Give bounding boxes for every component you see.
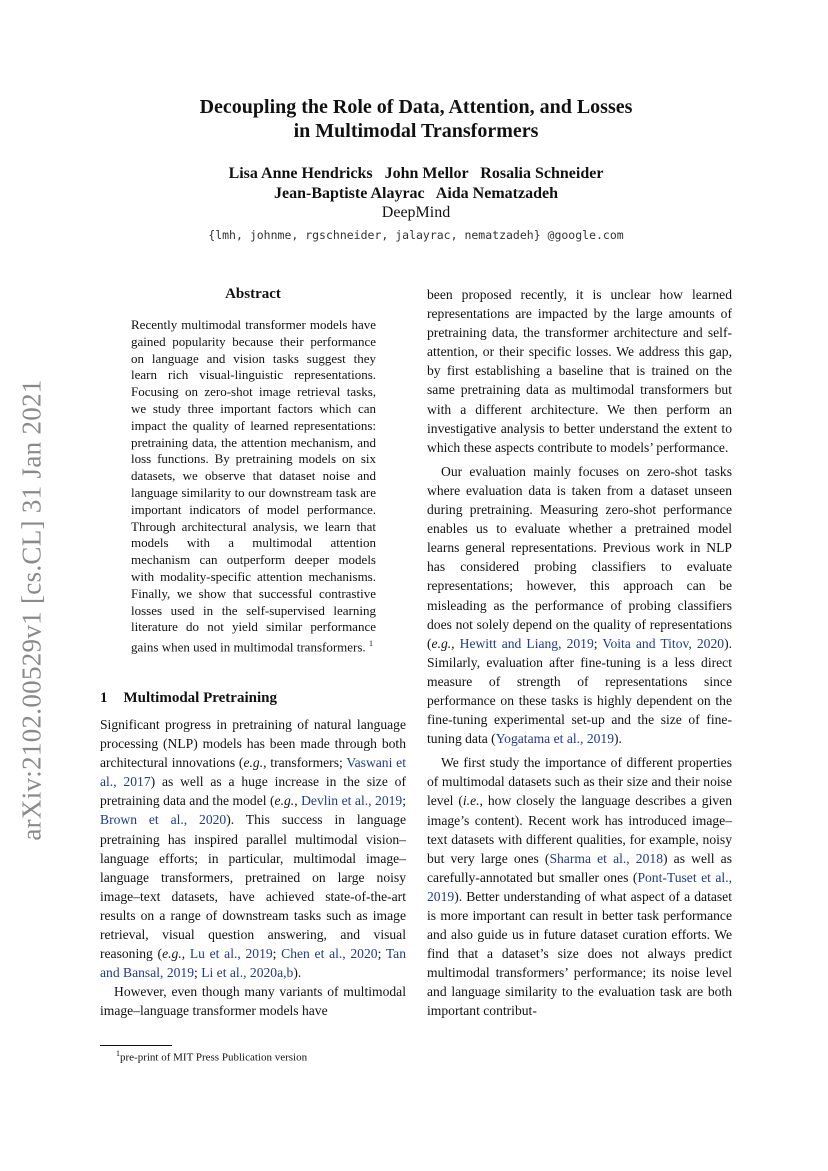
- author-emails: {lmh, johnme, rgschneider, jalayrac, nematzadeh} @google.com: [208, 228, 624, 242]
- authors-line1: Lisa Anne Hendricks John Mellor Rosalia Schneider: [228, 165, 604, 182]
- arxiv-identifier-text: arXiv:2102.00529v1 [cs.CL] 31 Jan 2021: [16, 379, 47, 841]
- citation-link[interactable]: Tan and Bansal, 2019: [100, 946, 407, 981]
- citation-link[interactable]: Brown et al., 2020: [100, 812, 227, 828]
- footnote-number: 1: [116, 1049, 120, 1058]
- paper-title-line2: in Multimodal Transformers: [293, 120, 539, 142]
- paragraph: Significant progress in pretraining of natural language processing (NLP) models has been made through both architectural innovations (e.g., transformers; Vaswani et al., 2017) as well as a huge increase in the size of pretraining data and the model (e.g., Devlin et al., 2019; Brown et al., 2020). This success in language pretraining has inspired parallel multimodal vision–language efforts; in particular, multimodal image–language transformers, pretrained on large noisy image–text datasets, have achieved state-of-the-art results on a range of downstream tasks such as image retrieval, visual question answering, and visual reasoning (e.g., Lu et al., 2019; Chen et al., 2020; Tan and Bansal, 2019; Li et al., 2020a,b).: [100, 717, 407, 981]
- section-heading: [100, 690, 277, 707]
- paragraph: been proposed recently, it is unclear how learned representations are impacted by the large amounts of pretraining data, the transformer architecture and self-attention, or their specific losses. We address this gap, by first establishing a baseline that is trained on the same pretraining data as multimodal transformers but with a different architecture. We then perform an investigative analysis to better understand the extent to which these aspects contribute to models’ performance.: [427, 287, 732, 455]
- author-list: [100, 164, 732, 204]
- abstract-heading: Abstract: [225, 286, 281, 302]
- citation-link[interactable]: Sharma et al., 2018: [549, 850, 663, 866]
- left-column-body: [100, 715, 406, 1021]
- affiliation: DeepMind: [381, 204, 451, 221]
- section-number: 1: [100, 690, 108, 706]
- right-column-body: [427, 285, 732, 1026]
- citation-link[interactable]: Li et al., 2020a,b: [201, 965, 294, 981]
- citation-link[interactable]: Pont-Tuset et al., 2019: [427, 869, 732, 904]
- section-title: Multimodal Pretraining: [123, 690, 277, 706]
- citation-link[interactable]: Lu et al., 2019: [189, 946, 273, 962]
- footnote: [116, 1049, 307, 1064]
- paper-title-line1: Decoupling the Role of Data, Attention, and Losses: [199, 96, 633, 118]
- citation-link[interactable]: Devlin et al., 2019: [301, 793, 403, 809]
- footnote-marker[interactable]: 1: [368, 639, 373, 649]
- footnote-text: pre-print of MIT Press Publication version: [120, 1051, 308, 1064]
- paragraph: However, even though many variants of multimodal image–language transformer models have: [100, 984, 406, 1019]
- paragraph: We first study the importance of different properties of multimodal datasets such as their size and their noise level (i.e., how closely the language describes a given image’s content). Recent work has introduced image–text datasets with different qualities, for example, noisy but very large ones (Sharma et al., 2018) as well as carefully-annotated but smaller ones (Pont-Tuset et al., 2019). Better understanding of what aspect of a dataset is more important can result in better task performance and also guide us in future dataset curation efforts. We find that a dataset’s size does not always predict multimodal transformers’ performance; its noise level and language similarity to the evaluation task are both important contribut-: [427, 755, 732, 1019]
- paper-title: [100, 95, 732, 143]
- citation-link[interactable]: Vaswani et al., 2017: [100, 755, 406, 790]
- citation-link[interactable]: Yogatama et al., 2019: [495, 731, 615, 747]
- footnote-rule: [100, 1045, 172, 1046]
- arxiv-identifier: [12, 370, 52, 850]
- abstract-body: [131, 317, 376, 656]
- paragraph: Our evaluation mainly focuses on zero-shot tasks where evaluation data is taken from a dataset unseen during pretraining. Measuring zero-shot performance enables us to evaluate whether a pretrained model learns general representations. Previous work in NLP has considered probing classifiers to evaluate representations; however, this approach can be misleading as the performance of probing classifiers does not solely depend on the quality of representations (e.g., Hewitt and Liang, 2019; Voita and Titov, 2020). Similarly, evaluation after fine-tuning is a less direct measure of strength of representations since performance on these tasks is highly dependent on the fine-tuning experimental set-up and the size of fine-tuning data (Yogatama et al., 2019).: [427, 463, 733, 747]
- citation-link[interactable]: Chen et al., 2020: [281, 946, 378, 962]
- authors-line2: Jean-Baptiste Alayrac Aida Nematzadeh: [274, 185, 558, 202]
- citation-link[interactable]: Voita and Titov, 2020: [602, 635, 725, 651]
- abstract-text: Recently multimodal transformer models have gained popularity because their performance on language and vision tasks suggest they learn rich visual-linguistic representations. Focusing on zero-shot image retrieval tasks, we study three important factors which can impact the quality of learned representations: pretraining data, the attention mechanism, and loss functions. By pretraining models on six datasets, we observe that dataset noise and language similarity to our downstream task are important indicators of model performance. Through architectural analysis, we learn that models with a multimodal attention mechanism can outperform deeper models with modality-specific attention mechanisms. Finally, we show that successful contrastive losses used in the self-supervised learning literature do not yield similar performance gains when used in multimodal transformers.: [131, 317, 376, 655]
- citation-link[interactable]: Hewitt and Liang, 2019: [459, 635, 594, 651]
